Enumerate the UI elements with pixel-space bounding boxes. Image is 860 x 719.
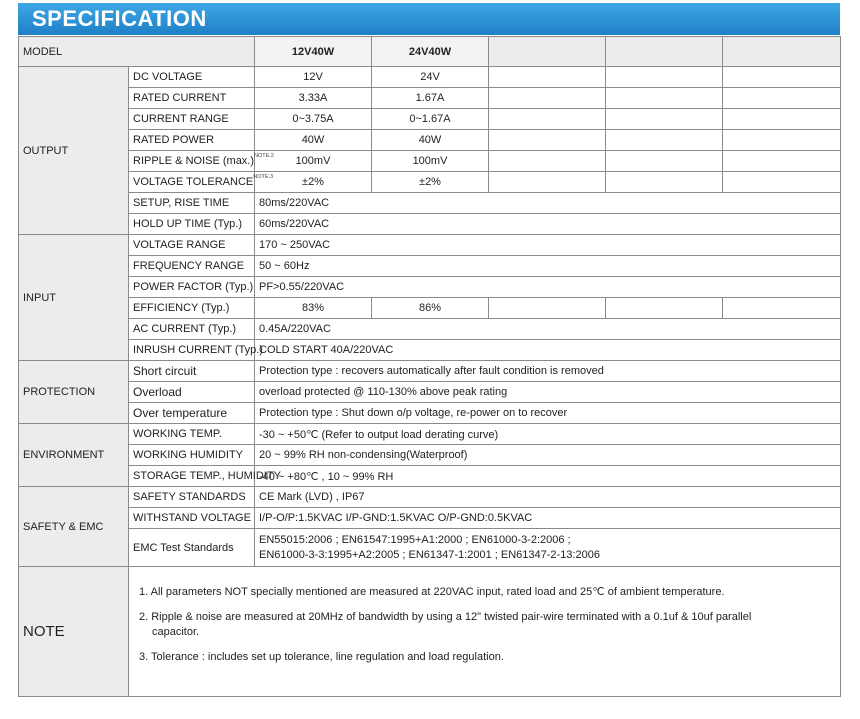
spec-value: EN55015:2006 ; EN61547:1995+A1:2000 ; EN61000-3-2:2006 ; EN61000-3-3:1995+A2:2005 ; EN61347-1:2001 ; EN61347-2-13:2006 xyxy=(255,529,841,567)
model-label: MODEL xyxy=(19,37,255,67)
spec-label: Short circuit xyxy=(129,361,255,382)
spec-label: SAFETY STANDARDS xyxy=(129,487,255,508)
spec-label: WORKING TEMP. xyxy=(129,424,255,445)
group-note: NOTE xyxy=(19,567,129,697)
group-input: INPUT xyxy=(19,235,129,361)
spec-value-12v: 3.33A xyxy=(255,88,372,109)
spec-label: CURRENT RANGE xyxy=(129,109,255,130)
spec-label: EFFICIENCY (Typ.) xyxy=(129,298,255,319)
spec-value-12v: 12V xyxy=(255,67,372,88)
spec-value-12v: 83% xyxy=(255,298,372,319)
spec-value: overload protected @ 110-130% above peak rating xyxy=(255,382,841,403)
spec-value: -40 ~ +80℃ , 10 ~ 99% RH xyxy=(255,466,841,487)
spec-value-12v: 40W xyxy=(255,130,372,151)
spec-label: Overload xyxy=(129,382,255,403)
spec-label: POWER FACTOR (Typ.) xyxy=(129,277,255,298)
spec-value: Protection type : Shut down o/p voltage, re-power on to recover xyxy=(255,403,841,424)
spec-value: 0.45A/220VAC xyxy=(255,319,841,340)
spec-label: SETUP, RISE TIME xyxy=(129,193,255,214)
spec-label: WORKING HUMIDITY xyxy=(129,445,255,466)
spec-label: RATED CURRENT xyxy=(129,88,255,109)
spec-label: RATED POWER xyxy=(129,130,255,151)
spec-value: CE Mark (LVD) , IP67 xyxy=(255,487,841,508)
spec-value: 60ms/220VAC xyxy=(255,214,841,235)
group-environment: ENVIRONMENT xyxy=(19,424,129,487)
spec-value: I/P-O/P:1.5KVAC I/P-GND:1.5KVAC O/P-GND:0.5KVAC xyxy=(255,508,841,529)
note-item: 2. Ripple & noise are measured at 20MHz of bandwidth by using a 12" twisted pair-wire terminated with a 0.1uf & 10uf parallel xyxy=(139,611,752,623)
spec-value-12v: 0~3.75A xyxy=(255,109,372,130)
specification-table xyxy=(18,36,841,697)
spec-title-banner: SPECIFICATION xyxy=(18,3,840,35)
group-safety-emc: SAFETY & EMC xyxy=(19,487,129,567)
spec-label: INRUSH CURRENT (Typ.) xyxy=(129,340,255,361)
spec-label: HOLD UP TIME (Typ.) xyxy=(129,214,255,235)
spec-value: -30 ~ +50℃ (Refer to output load derating curve) xyxy=(255,424,841,445)
spec-label: DC VOLTAGE xyxy=(129,67,255,88)
spec-label: VOLTAGE TOLERANCE$^{NOTE.3}$ xyxy=(129,172,255,193)
note-item: capacitor. xyxy=(152,626,200,638)
empty-model-cell xyxy=(606,37,723,67)
spec-value: PF>0.55/220VAC xyxy=(255,277,841,298)
spec-label: AC CURRENT (Typ.) xyxy=(129,319,255,340)
spec-label: FREQUENCY RANGE xyxy=(129,256,255,277)
spec-value-12v: ±2% xyxy=(255,172,372,193)
spec-value-24v: 1.67A xyxy=(372,88,489,109)
spec-label: Over temperature xyxy=(129,403,255,424)
spec-value-24v: 0~1.67A xyxy=(372,109,489,130)
note-ref: NOTE.2 xyxy=(254,153,274,159)
spec-value: 20 ~ 99% RH non-condensing(Waterproof) xyxy=(255,445,841,466)
note-item: 1. All parameters NOT specially mentioned are measured at 220VAC input, rated load and 25℃ of ambient temperature. xyxy=(139,586,725,598)
spec-value-24v: 86% xyxy=(372,298,489,319)
spec-label: VOLTAGE RANGE xyxy=(129,235,255,256)
spec-value: 50 ~ 60Hz xyxy=(255,256,841,277)
note-ref: NOTE.3 xyxy=(253,174,274,180)
spec-label: RIPPLE & NOISE (max.)$^{NOTE.2}$ xyxy=(129,151,255,172)
spec-value-24v: ±2% xyxy=(372,172,489,193)
empty-model-cell xyxy=(489,37,606,67)
note-item: 3. Tolerance : includes set up tolerance, line regulation and load regulation. xyxy=(139,651,504,663)
model-row xyxy=(19,37,841,67)
spec-value-24v: 24V xyxy=(372,67,489,88)
spec-value: COLD START 40A/220VAC xyxy=(255,340,841,361)
spec-value: Protection type : recovers automatically after fault condition is removed xyxy=(255,361,841,382)
spec-label: WITHSTAND VOLTAGE xyxy=(129,508,255,529)
spec-label: STORAGE TEMP., HUMIDITY xyxy=(129,466,255,487)
notes-block xyxy=(129,567,841,697)
empty-model-cell xyxy=(723,37,841,67)
model-24v40w: 24V40W xyxy=(372,37,489,67)
group-protection: PROTECTION xyxy=(19,361,129,424)
spec-label: EMC Test Standards xyxy=(129,529,255,567)
spec-value-24v: 40W xyxy=(372,130,489,151)
group-output: OUTPUT xyxy=(19,67,129,235)
spec-value-24v: 100mV xyxy=(372,151,489,172)
spec-value: 170 ~ 250VAC xyxy=(255,235,841,256)
model-12v40w: 12V40W xyxy=(255,37,372,67)
spec-value: 80ms/220VAC xyxy=(255,193,841,214)
spec-value-12v: 100mV xyxy=(255,151,372,172)
